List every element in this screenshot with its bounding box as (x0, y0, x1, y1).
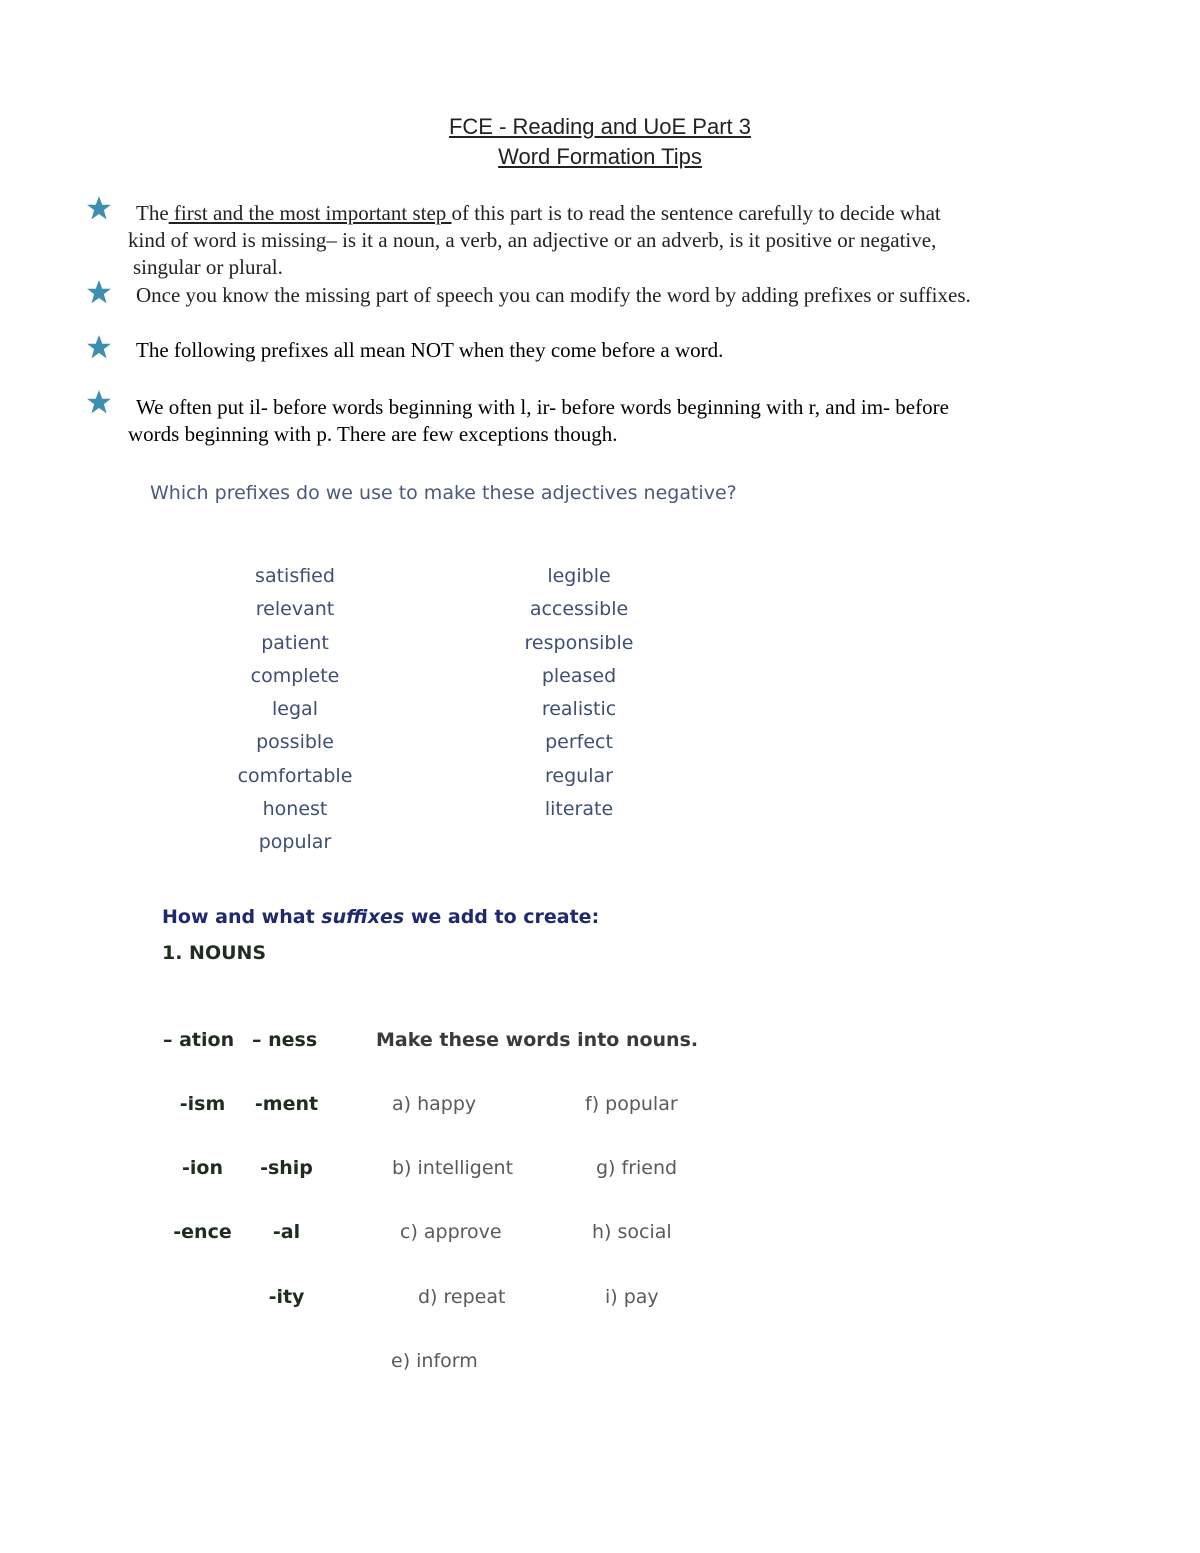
suffix-ment: -ment (254, 1093, 319, 1115)
suffix-ation: – ation (163, 1029, 235, 1051)
exercise-item-h: h) social (592, 1221, 672, 1243)
bullet-prefixes-not: The following prefixes all mean NOT when they come before a word. (136, 338, 724, 362)
star-icon (86, 195, 112, 221)
star-icon (86, 279, 112, 305)
bullet-read-sentence (128, 200, 1088, 281)
document-title: FCE - Reading and UoE Part 3 (448, 114, 752, 139)
heading-text: we add to create: (404, 906, 600, 928)
list-item: relevant (255, 598, 335, 621)
list-item: realistic (541, 698, 617, 721)
list-item: accessible (529, 598, 629, 621)
adjectives-right-column (479, 560, 679, 826)
bullet-text: The (136, 201, 169, 225)
list-item: regular (545, 764, 613, 787)
list-item: pleased (541, 664, 617, 687)
bullet-text: kind of word is missing– is it a noun, a verb, an adjective or an adverb, is it positive or negative, (128, 228, 937, 252)
list-item: popular (258, 831, 332, 854)
suffix-ence: -ence (173, 1221, 232, 1243)
exercise-item-c: c) approve (400, 1221, 502, 1243)
prefix-question: Which prefixes do we use to make these adjectives negative? (150, 482, 737, 504)
bullet-il-ir-im (128, 394, 1088, 448)
list-item: responsible (524, 631, 634, 654)
bullet-modify-word: Once you know the missing part of speech you can modify the word by adding prefixes or suffixes. (136, 283, 971, 307)
suffix-ship: -ship (260, 1157, 313, 1179)
exercise-item-b: b) intelligent (392, 1157, 514, 1179)
exercise-item-a: a) happy (392, 1093, 477, 1115)
suffix-ism: -ism (179, 1093, 226, 1115)
star-icon (86, 334, 112, 360)
exercise-item-g: g) friend (596, 1157, 678, 1179)
list-item: legible (547, 565, 611, 587)
list-item: legal (272, 698, 318, 721)
list-item: comfortable (237, 764, 353, 787)
list-item: perfect (545, 731, 613, 754)
bullet-text: We often put il- before words beginning with l, ir- before words beginning with r, and im- before (136, 395, 949, 419)
bullet-text: of this part is to read the sentence carefully to decide what (451, 201, 941, 225)
bullet-text: words beginning with p. There are few exceptions though. (128, 422, 618, 446)
list-item: possible (256, 731, 334, 754)
suffix-al: -al (272, 1221, 301, 1243)
adjectives-left-column (195, 560, 395, 860)
list-item: honest (262, 798, 328, 821)
star-icon (86, 389, 112, 415)
exercise-instruction: Make these words into nouns. (376, 1029, 699, 1051)
suffix-heading (162, 906, 599, 928)
bullet-text: singular or plural. (133, 255, 283, 279)
underlined-phrase: first and the most important step (168, 201, 452, 225)
list-item: patient (261, 631, 329, 654)
heading-emphasis: suffixes (321, 906, 405, 928)
exercise-item-f: f) popular (585, 1093, 678, 1115)
list-item: literate (544, 798, 614, 821)
exercise-item-e: e) inform (391, 1350, 478, 1372)
exercise-item-d: d) repeat (418, 1286, 506, 1308)
list-item: satisfied (255, 565, 335, 587)
document-subtitle: Word Formation Tips (498, 144, 702, 169)
heading-text: How and what (162, 906, 322, 928)
suffix-ness: – ness (252, 1029, 318, 1051)
nouns-heading: 1. NOUNS (162, 942, 267, 964)
suffix-ion: -ion (182, 1157, 223, 1179)
exercise-item-i: i) pay (605, 1286, 659, 1308)
list-item: complete (250, 664, 340, 687)
suffix-ity: -ity (268, 1286, 305, 1308)
